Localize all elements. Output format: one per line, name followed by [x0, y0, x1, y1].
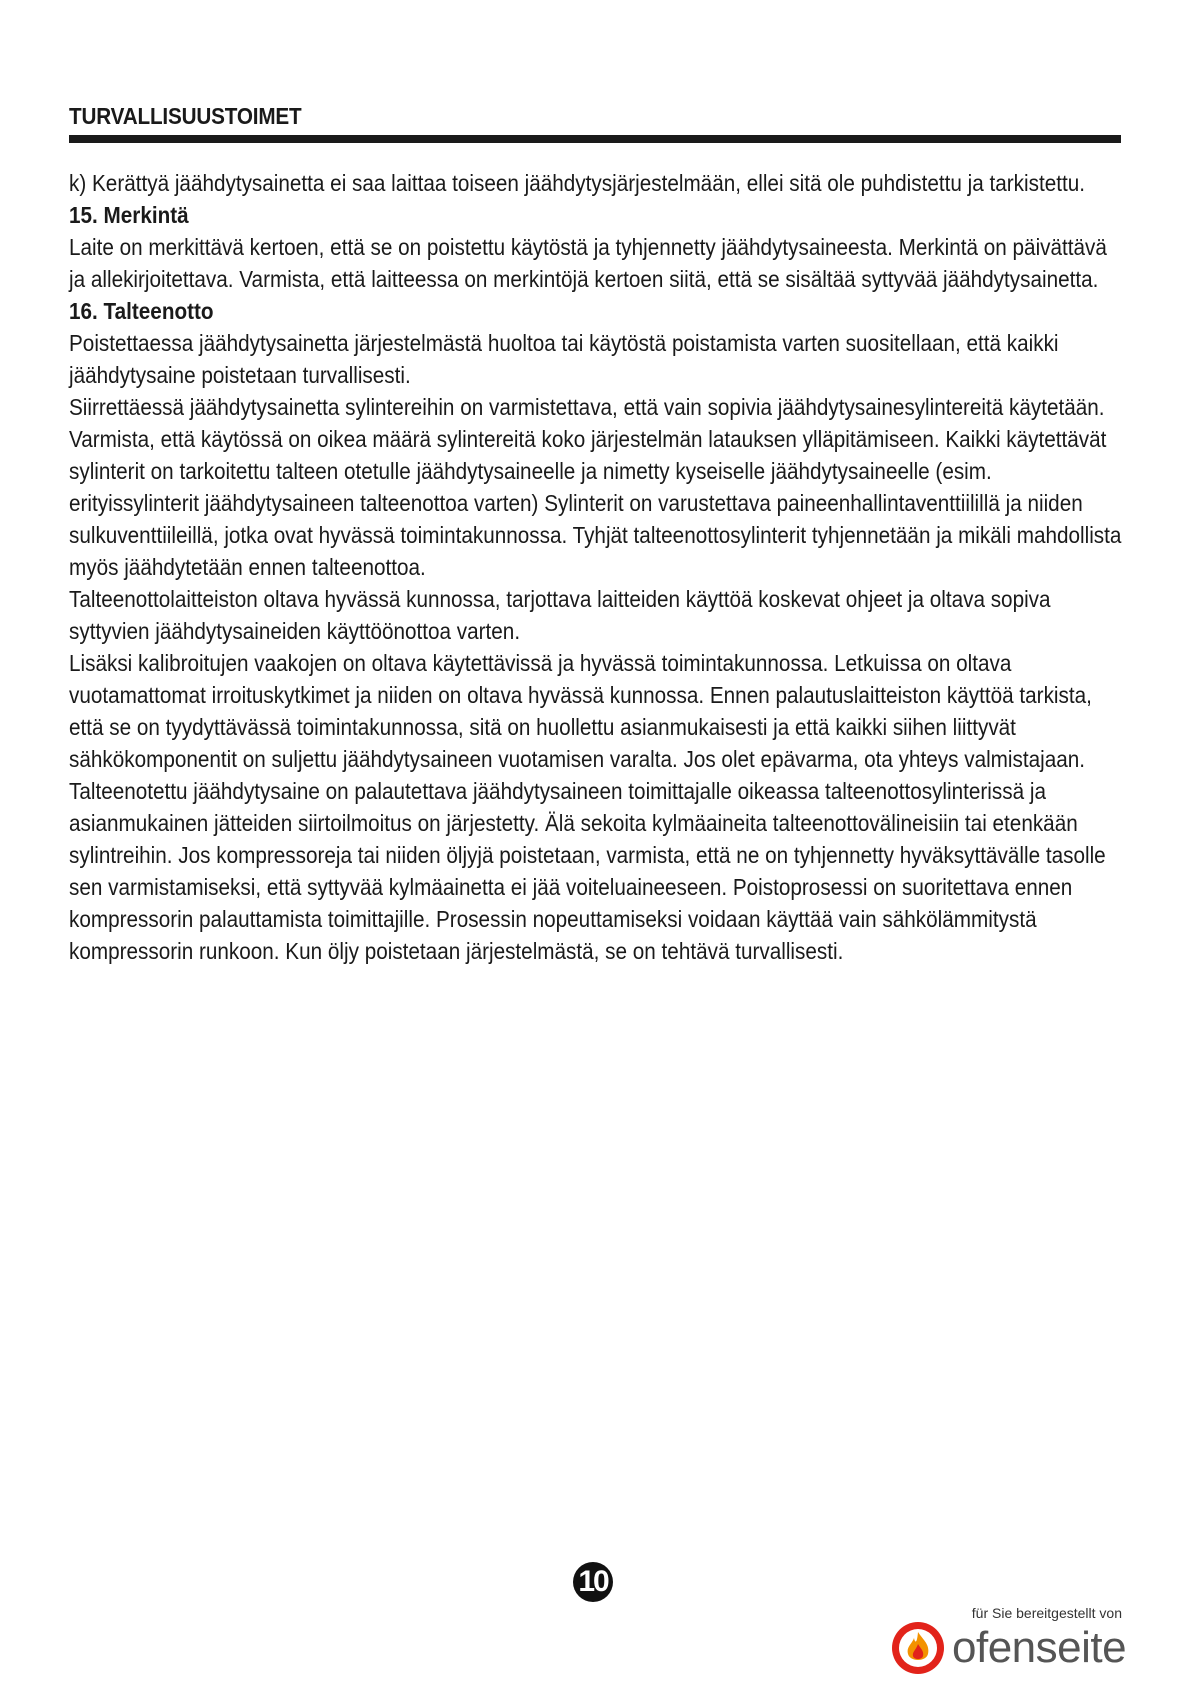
header-title: TURVALLISUUSTOIMET	[69, 103, 302, 129]
section-heading-16: 16. Talteenotto	[69, 298, 214, 324]
document-body	[69, 167, 1122, 967]
section-15-paragraph: Laite on merkittävä kertoen, että se on poistettu käytöstä ja tyhjennetty jäähdytysaineesta. Merkintä on päivättävä ja allekirjoitettava. Varmista, että laitteessa on merkintöjä kertoen siitä, että se sisältää syttyvää jäähdytysainetta.	[69, 234, 1107, 292]
section-16-paragraph-1: Poistettaessa jäähdytysainetta järjestelmästä huoltoa tai käytöstä poistamista varten suositellaan, että kaikki jäähdytysaine poistetaan turvallisesti.	[69, 330, 1059, 388]
section-16-paragraph-3: Talteenottolaitteiston oltava hyvässä kunnossa, tarjottava laitteiden käyttöä koskevat ohjeet ja oltava sopiva syttyvien jäähdytysaineiden käyttöönottoa varten.	[69, 586, 1051, 644]
section-16-paragraph-4: Lisäksi kalibroitujen vaakojen on oltava käytettävissä ja hyvässä toimintakunnossa. Letkuissa on oltava vuotamattomat irroituskytkimet ja niiden on oltava hyvässä kunnossa. Ennen palautuslaitteiston käyttöä tarkista, että se on tyydyttävässä toimintakunnossa, sitä on huollettu asianmukaisesti ja että kaikki siihen liittyvät sähkökomponentit on suljettu jäähdytysaineen vuotamisen varalta. Jos olet epävarma, ota yhteys valmistajaan.	[69, 650, 1092, 772]
brand-logo[interactable]	[890, 1620, 1126, 1676]
page-number: 10	[573, 1562, 613, 1602]
header-rule	[69, 135, 1121, 143]
credit-text: für Sie bereitgestellt von	[971, 1605, 1122, 1621]
intro-paragraph: k) Kerättyä jäähdytysainetta ei saa laittaa toiseen jäähdytysjärjestelmään, ellei sitä ole puhdistettu ja tarkistettu.	[69, 170, 1086, 196]
section-16-paragraph-2: Siirrettäessä jäähdytysainetta sylintereihin on varmistettava, että vain sopivia jäähdytysainesylintereitä käytetään. Varmista, että käytössä on oikea määrä sylintereitä koko järjestelmän latauksen ylläpitämiseen. Kaikki käytettävät sylinterit on tarkoitettu talteen otetulle jäähdytysaineelle ja nimetty kyseiselle jäähdytysaineelle (esim. erityissylinterit jäähdytysaineen talteenottoa varten) Sylinterit on varustettava paineenhallintaventtiilillä ja niiden sulkuventtiileillä, jotka ovat hyvässä toimintakunnossa. Tyhjät talteenottosylinterit tyhjennetään ja mikäli mahdollista myös jäähdytetään ennen talteenottoa.	[69, 394, 1122, 580]
section-heading-15: 15. Merkintä	[69, 202, 189, 228]
flame-logo-icon	[890, 1620, 946, 1676]
brand-name: ofenseite	[952, 1623, 1127, 1672]
section-16-paragraph-5: Talteenotettu jäähdytysaine on palautettava jäähdytysaineen toimittajalle oikeassa talteenottosylinterissä ja asianmukainen jätteiden siirtoilmoitus on järjestetty. Älä sekoita kylmäaineita talteenottovälineisiin tai etenkään sylintreihin. Jos kompressoreja tai niiden öljyjä poistetaan, varmista, että ne on tyhjennetty hyväksyttävälle tasolle sen varmistamiseksi, että syttyvää kylmäainetta ei jää voiteluaineeseen. Poistoprosessi on suoritettava ennen kompressorin palauttamista toimittajille. Prosessin nopeuttamiseksi voidaan käyttää vain sähkölämmitystä kompressorin runkoon. Kun öljy poistetaan järjestelmästä, se on tehtävä turvallisesti.	[69, 778, 1106, 964]
